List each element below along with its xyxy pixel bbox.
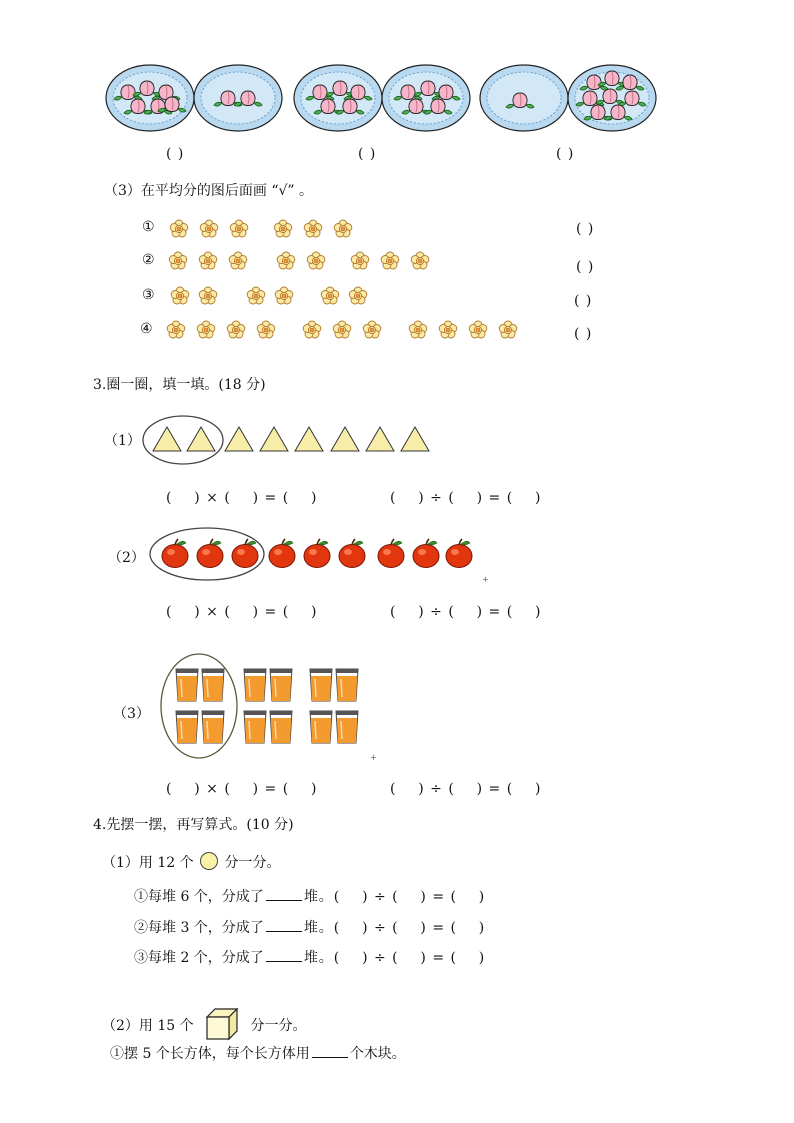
item-label: （1） (104, 433, 141, 449)
line-text: ①摆 5 个长方体，每个长方体用 (110, 1046, 310, 1062)
line-equation[interactable]: 堆。( ) ÷ ( ) = ( ) (303, 950, 486, 966)
plate-with-peaches (568, 65, 656, 131)
part1-intro-before: （1）用 12 个 (102, 855, 194, 871)
line-text: ②每堆 3 个，分成了 (134, 920, 264, 936)
line-equation[interactable]: 堆。( ) ÷ ( ) = ( ) (303, 920, 486, 936)
flower-row-3 (166, 284, 376, 308)
q4-heading: 4.先摆一摆，再写算式。(10 分) (93, 817, 294, 833)
answer-blank[interactable]: ( ) (358, 146, 377, 162)
part2-line-1 (110, 1043, 406, 1063)
division-equation[interactable]: ( ) ÷ ( ) = ( ) (390, 490, 542, 506)
peach-plates-illustration (100, 62, 670, 140)
flowers-instruction: （3）在平均分的图后面画 “√” 。 (104, 183, 314, 199)
line-equation[interactable]: 堆。( ) ÷ ( ) = ( ) (303, 889, 486, 905)
wooden-cube-icon (204, 1006, 240, 1042)
fill-blank[interactable] (266, 888, 302, 901)
juice-cups-illustration (158, 650, 383, 762)
answer-blank[interactable]: ( ) (166, 146, 185, 162)
plate-with-peaches (194, 65, 282, 131)
row-label: ③ (142, 287, 155, 303)
row-label: ④ (140, 321, 153, 337)
row-label: ① (142, 219, 155, 235)
multiplication-equation[interactable]: ( ) × ( ) = ( ) (166, 604, 318, 620)
division-line (134, 917, 485, 937)
division-equation[interactable]: ( ) ÷ ( ) = ( ) (390, 781, 542, 797)
plate-with-peaches (480, 65, 568, 131)
fill-blank[interactable] (266, 919, 302, 932)
fill-blank[interactable] (312, 1045, 348, 1058)
flower-row-4 (162, 318, 527, 342)
division-line (134, 886, 485, 906)
part1-intro (102, 851, 281, 872)
flower-row-1 (165, 217, 365, 241)
part2-intro-before: （2）用 15 个 (102, 1018, 194, 1034)
line-text: ③每堆 2 个，分成了 (134, 950, 264, 966)
triangles-illustration (140, 412, 440, 468)
answer-blank[interactable]: ( ) (574, 293, 593, 309)
division-line (134, 947, 485, 967)
answer-blank[interactable]: ( ) (576, 259, 595, 275)
plate-with-peaches (294, 65, 382, 131)
answer-blank[interactable]: ( ) (556, 146, 575, 162)
circle-counter-icon (199, 851, 219, 871)
part2-intro (102, 1006, 307, 1042)
flower-row-2 (164, 249, 434, 273)
line-text: ①每堆 6 个，分成了 (134, 889, 264, 905)
plate-with-peaches (106, 65, 194, 131)
division-equation[interactable]: ( ) ÷ ( ) = ( ) (390, 604, 542, 620)
answer-blank[interactable]: ( ) (574, 326, 593, 342)
multiplication-equation[interactable]: ( ) × ( ) = ( ) (166, 781, 318, 797)
answer-blank[interactable]: ( ) (576, 221, 595, 237)
line-text-end: 个木块。 (349, 1046, 406, 1062)
plate-with-peaches (382, 65, 470, 131)
svg-text:+: + (370, 753, 377, 762)
apples-illustration (148, 526, 488, 586)
part2-intro-after: 分一分。 (250, 1018, 307, 1034)
row-label: ② (142, 252, 155, 268)
item-label: （2） (108, 550, 145, 566)
multiplication-equation[interactable]: ( ) × ( ) = ( ) (166, 490, 318, 506)
fill-blank[interactable] (266, 949, 302, 962)
q3-heading: 3.圈一圈，填一填。(18 分) (93, 377, 266, 393)
svg-text:+: + (482, 575, 489, 584)
part1-intro-after: 分一分。 (224, 855, 281, 871)
item-label: （3） (113, 706, 150, 722)
